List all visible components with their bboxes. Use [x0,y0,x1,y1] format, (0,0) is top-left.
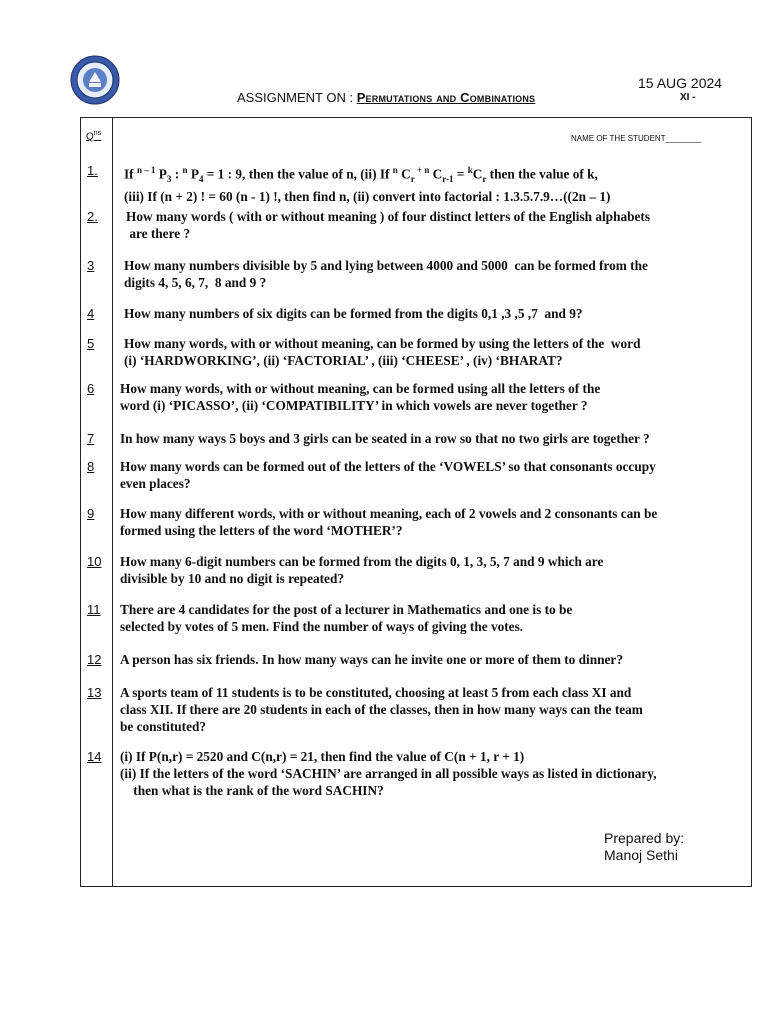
question-text [120,430,650,447]
question-number: 12 [87,652,102,667]
question-line: How many 6-digit numbers can be formed from the digits 0, 1, 3, 5, 7 and 9 which are [120,554,604,569]
question-line: (i) ‘HARDWORKING’, (ii) ‘FACTORIAL’ , (iii) ‘CHEESE’ , (iv) ‘BHARAT? [124,353,563,368]
question-line: How many numbers divisible by 5 and lying between 4000 and 5000 can be formed from the [124,258,648,273]
question-number: 3 [87,258,95,273]
question-number: 14 [87,749,102,764]
question-line: How many different words, with or without meaning, each of 2 vowels and 2 consonants can be [120,506,658,521]
question-line: How many words can be formed out of the letters of the ‘VOWELS’ so that consonants occupy [120,459,656,474]
formula-part: then the value of k, [486,166,598,182]
formula-part: C [472,166,483,182]
formula-part: C [429,166,443,182]
question-number: 13 [87,685,102,700]
title-subject: Permutations and Combinations [356,90,536,105]
table-column-divider [112,117,113,887]
question-number: 6 [87,381,95,396]
formula-part: r [410,174,415,185]
formula-part: r [482,174,487,185]
question-text [120,651,623,668]
question-line [124,188,610,205]
question-line: (ii) If the letters of the word ‘SACHIN’ are arranged in all possible ways as listed in dictionary, [120,766,657,781]
question-line [124,162,610,188]
question-text [126,208,650,242]
question-text [120,553,603,587]
question-line: are there ? [126,226,191,241]
formula-part: If [124,166,137,182]
formula-part: n [182,165,188,175]
formula-part: n [392,165,398,175]
formula-part: P [155,166,167,182]
question-line: class XII. If there are 20 students in each of the classes, then in how many ways can the team [120,702,643,717]
question-line: formed using the letters of the word ‘MOTHER’? [120,523,403,538]
question-text [124,305,583,322]
formula-part: C [397,166,411,182]
question-line: How many words, with or without meaning, can be formed using all the letters of the [120,381,601,396]
school-logo [70,55,120,105]
author-name: Manoj Sethi [604,847,678,863]
question-text [120,601,572,635]
formula-part: = [453,166,468,182]
formula-part: = 1 : 9, then the value of n, (ii) If [203,166,393,182]
question-line: even places? [120,476,191,491]
question-number: 5 [87,336,95,351]
formula-part: (iii) If (n + 2) ! = 60 (n - 1) !, then find n, (ii) convert into factorial : 1.3.5.7.9…((2n – 1) [124,189,611,205]
question-number: 7 [87,431,95,446]
question-text [120,684,643,735]
question-line: How many numbers of six digits can be formed from the digits 0,1 ,3 ,5 ,7 and 9? [124,306,583,321]
question-line: selected by votes of 5 men. Find the number of ways of giving the votes. [120,619,524,634]
formula-part: 4 [198,174,204,185]
formula-part: n [424,165,430,175]
question-text [120,748,657,799]
formula-part: n – 1 [136,165,156,175]
question-number: 2. [87,209,98,224]
question-line: How many words ( with or without meaning ) of four distinct letters of the English alphabets [126,209,651,224]
question-line: then what is the rank of the word SACHIN? [120,783,384,798]
formula-part: r-1 [442,174,454,185]
title-prefix: ASSIGNMENT ON : [237,90,354,105]
question-line: divisible by 10 and no digit is repeated? [120,571,344,586]
prepared-by [604,830,684,864]
prepared-label: Prepared by: [604,830,685,846]
formula-part: 3 [166,174,172,185]
formula-part: P [187,166,199,182]
question-text [120,505,657,539]
question-line: How many words, with or without meaning, can be formed by using the letters of the word [124,336,641,351]
question-line: be constituted? [120,719,207,734]
formula-part: k [467,165,473,175]
question-line: (i) If P(n,r) = 2520 and C(n,r) = 21, then find the value of C(n + 1, r + 1) [120,749,525,764]
question-number: 11 [87,602,101,617]
question-number: 8 [87,459,95,474]
question-line: A person has six friends. In how many ways can he invite one or more of them to dinner? [120,652,623,667]
question-number-header: $Q^{ns}$ [86,130,102,143]
question-line: In how many ways 5 boys and 3 girls can be seated in a row so that no two girls are together ? [120,431,650,446]
formula-part: + [414,165,425,175]
assignment-date: 15 AUG 2024 [638,75,723,91]
question-number: 9 [87,506,95,521]
question-text [120,458,656,492]
question-line: A sports team of 11 students is to be constituted, choosing at least 5 from each class XI and [120,685,632,700]
formula-part: : [171,166,183,182]
question-line: digits 4, 5, 6, 7, 8 and 9 ? [124,275,267,290]
class-label: XI - [680,92,696,103]
question-text [124,257,648,291]
student-name-field: NAME OF THE STUDENT________ [571,134,702,143]
question-line: There are 4 candidates for the post of a lecturer in Mathematics and one is to be [120,602,573,617]
question-text [124,335,640,369]
question-number: 1. [87,163,98,178]
question-line: word (i) ‘PICASSO’, (ii) ‘COMPATIBILITY’ in which vowels are never together ? [120,398,588,413]
question-number: 4 [87,306,95,321]
question-text [124,162,610,205]
assignment-title [237,90,535,105]
question-text [120,380,600,414]
question-number: 10 [87,554,102,569]
